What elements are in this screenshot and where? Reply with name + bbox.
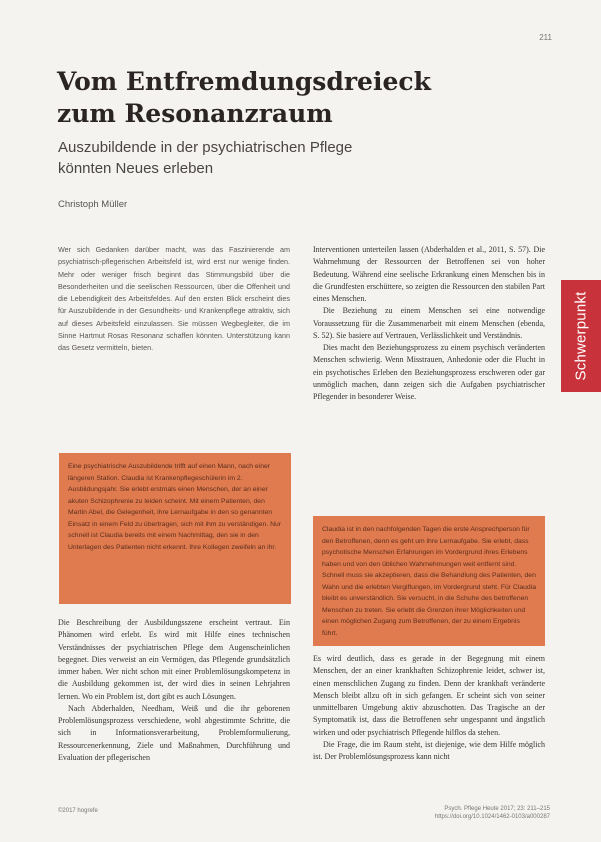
body-paragraph: Nach Abderhalden, Needham, Weiß und die ihr geborenen Problemlösungsprozess verschiedene, wohl abgestimmte Schritte, die sich in Informationsverarbeitung, Problemformulierung, Ressourcenerkennung, Ziele und Maßnahmen, Durchführung und Evaluation der pflegerischen [58, 703, 290, 762]
author-name: Christoph Müller [58, 199, 128, 210]
subtitle-line-1: Auszubildende in der psychiatrischen Pflege [58, 139, 353, 156]
body-paragraph: Es wird deutlich, dass es gerade in der Begegnung mit einem Menschen, der an einer krankhaften Schizophrenie leidet, schwer ist, einen menschlichen Zugang zu finden. Denn der krankhaft veränderte Mensch bleibt allzu oft in sich gefangen. Er scheint sich von seiner unmittelbaren Umgebung aktiv abzuschotten. Das Tragische an der Symptomatik ist, dass die Betroffenen sehr ungespannt und ängstlich wirken und oder psychiatrisch Pflegende hilflos da stehen. [313, 654, 545, 737]
right-column-top [313, 244, 545, 403]
article-headline [57, 66, 477, 130]
footer-journal: Psych. Pflege Heute 2017; 23: 211–215 [444, 806, 550, 812]
footer-citation [400, 805, 550, 821]
subtitle-line-2: könnten Neues erleben [58, 160, 214, 177]
article-subtitle [58, 137, 458, 179]
left-column-bottom [58, 617, 290, 764]
right-column-bottom [313, 653, 545, 763]
body-paragraph: Die Beziehung zu einem Menschen sei eine notwendige Voraussetzung für die Zusammenarbeit mit einem Menschen (ebenda, S. 52). Sie basiere auf Vertrauen, Verlässlichkeit und Verständnis. [313, 306, 545, 340]
case-box-text: Claudia ist in den nachfolgenden Tagen die erste Ansprechperson für den Betroffenen, denn es geht um ihre Lernaufgabe. Sie erlebt, dass psychotische Menschen Erfahrungen im Vordergrund ihres Erlebens haben und von den üblichen Wahrnehmungen weit entfernt sind. Schnell muss sie akzeptieren, dass die Behandlung des Patienten, den Wahn und die erlebten Vergiftungen, im Vordergrund steht. Für Claudia bleibt es unverständlich. Sie versucht, in die Schuhe des betroffenen Menschen zu treten. Sie erlebt die Grenzen ihrer Möglichkeiten und einen möglichen Zugang zum Betroffenen, der zu einem Ergebnis führt. [322, 526, 536, 637]
intro-column [58, 244, 290, 354]
intro-paragraph: Wer sich Gedanken darüber macht, was das Faszinierende am psychiatrisch-pflegerischen Arbeitsfeld ist, wird erst nur wenige finden. Mehr oder weniger frisch beginnt das Stimmungsbild über die Besonderheiten und die seelischen Ressourcen, über die Offenheit und die Lebendigkeit des Arbeitsfeldes. Auf den ersten Blick erscheint dies für Auszubildende in der Gesundheits- und Krankenpflege attraktiv, sich auf dieses Arbeitsfeld einzulassen. Sie müssen Wegbegleiter, die im Sinne Hartmut Rosas Resonanz schaffen könnten. Unterstützung kann das Gesetz vermitteln, bieten. [58, 245, 290, 352]
section-tab-label: Schwerpunkt [572, 291, 590, 381]
body-paragraph: Die Beschreibung der Ausbildungsszene erscheint vertraut. Ein Phänomen wird erlebt. Es wird mit Hilfe eines technischen Verständnisses der psychiatrischen Pflege dem Augenscheinlichen begegnet. Dies verweist an ein Vermögen, das Pflegende grundsätzlich immer haben. Wer nicht schon mit einer Problemlösungskompetenz in die Ausbildung gekommen ist, der wird dies in seinen Lehrjahren lernen. Wo ein Problem ist, dort gibt es auch Lösungen. [58, 618, 290, 701]
body-paragraph: Interventionen unterteilen lassen (Abderhalden et al., 2011, S. 57). Die Wahrnehmung der Ressourcen der Betroffenen sei von hoher Bedeutung. Während eine seelische Erkrankung einen Menschen bis in die Grundfesten erschüttere, so zeigten die Ressourcen den stabilen Part eines Menschen. [313, 245, 545, 303]
section-tab [561, 280, 601, 392]
footer-copyright: ©2017 hogrefe [58, 808, 98, 814]
case-box-left [59, 453, 291, 604]
footer-doi: https://doi.org/10.1024/1462-0103/a000287 [434, 814, 550, 820]
headline-line-2: zum Resonanzraum [57, 99, 333, 128]
body-paragraph: Dies macht den Beziehungsprozess zu einem psychisch veränderten Menschen schwierig. Wenn Misstrauen, Anhedonie oder die Flucht in ein psychotisches Erleben den Beziehungsprozess erschweren oder gar unmöglich machen, dann zeigen sich die Aufgaben psychiatrischer Pflegender in besonderer Weise. [313, 343, 545, 401]
body-paragraph: Die Frage, die im Raum steht, ist diejenige, wie dem Hilfe möglich ist. Der Problemlösungsprozess kann nicht [313, 739, 545, 761]
case-box-text: Eine psychiatrische Auszubildende trifft auf einen Mann, nach einer längeren Station. Claudia ist Krankenpflegeschülerin im 2. Ausbildungsjahr. Sie erlebt erstmals einen Menschen, der an einer akuten Schizophrenie zu leiden scheint. Mit einem Patienten, den Martin Abel, die Gelegenheit, ihre Lernaufgabe in den so genannten Einsatz in einem Feld zu übertragen, sich mit ihm zu verständigen. Nur schnell ist Claudia bereits mit einem Nachmittag, den sie in den Unterlagen des Patienten nicht erkennt. Ihre Kollegen zweifeln an ihr. [68, 463, 282, 551]
case-box-right [313, 516, 545, 646]
page-number: 211 [539, 33, 552, 42]
headline-line-1: Vom Entfremdungsdreieck [57, 67, 431, 96]
